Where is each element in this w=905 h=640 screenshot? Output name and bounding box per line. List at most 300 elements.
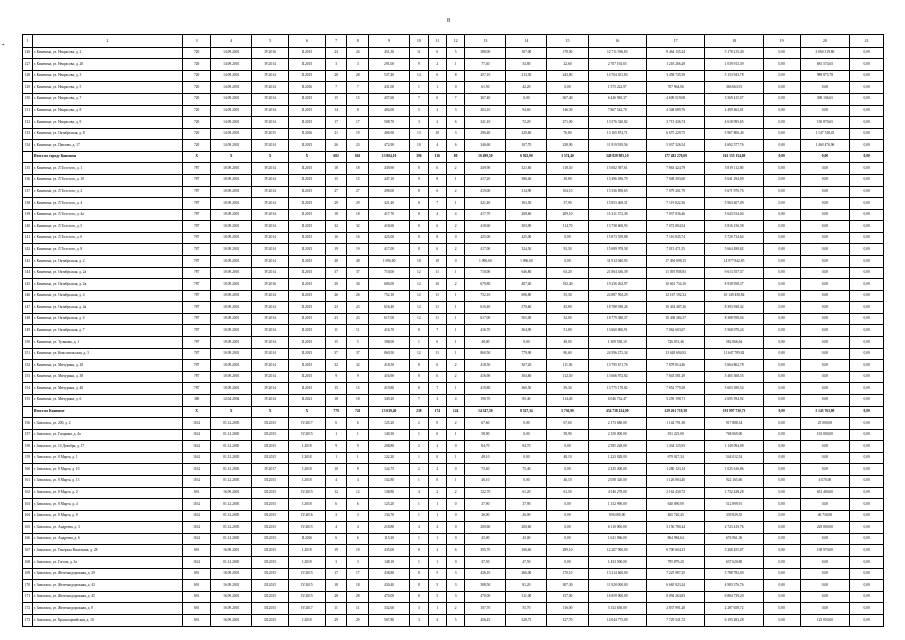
table-cell: 0,00 bbox=[850, 603, 884, 615]
table-cell: 10.09.2001 bbox=[211, 290, 252, 302]
table-cell: 106,60 bbox=[506, 545, 547, 557]
table-cell: 720 bbox=[183, 140, 211, 152]
table-cell: 19 bbox=[347, 128, 369, 140]
table-cell: 43,00 bbox=[506, 533, 547, 545]
table-cell: 1162 bbox=[183, 499, 211, 511]
table-cell: 396 bbox=[410, 151, 428, 163]
table-cell: 12 167 192,32 bbox=[646, 290, 704, 302]
table-row bbox=[23, 476, 884, 488]
table-cell: II.2021 bbox=[289, 394, 326, 406]
address-cell: г. Заволжск, ул. Железнодорожная, д. 29 bbox=[32, 568, 182, 580]
table-cell: 8 bbox=[410, 545, 428, 557]
table-cell: 1 621 966,00 bbox=[588, 533, 646, 545]
address-cell: г. Заволжск, ул. Железнодорожная, д. 43 bbox=[32, 580, 182, 592]
table-cell: 16.09.2001 bbox=[211, 487, 252, 499]
table-row bbox=[23, 429, 884, 441]
table-cell: 164 bbox=[23, 510, 33, 522]
table-cell: 14 044 775,00 bbox=[588, 614, 646, 626]
table-cell: 75,40 bbox=[506, 464, 547, 476]
table-cell: 155 bbox=[23, 394, 33, 406]
table-cell: 32 bbox=[325, 221, 347, 233]
table-cell: 161 bbox=[23, 476, 33, 488]
table-cell: 4 bbox=[446, 394, 464, 406]
table-cell: 4 bbox=[325, 522, 347, 534]
table-cell: 48,10 bbox=[547, 452, 588, 464]
table-cell: 6 884 739,20 bbox=[705, 591, 763, 603]
table-cell: 0,00 bbox=[763, 383, 800, 395]
table-cell: 2 bbox=[410, 441, 428, 453]
table-cell: 13 bbox=[410, 128, 428, 140]
table-cell: IV.2014 bbox=[252, 140, 289, 152]
table-cell: 9 bbox=[410, 174, 428, 186]
table-cell: 01.12.2005 bbox=[211, 429, 252, 441]
table-cell: 0,00 bbox=[850, 476, 884, 488]
table-cell: I.2018 bbox=[289, 545, 326, 557]
table-cell: 12 bbox=[410, 279, 428, 291]
table-cell: 124,75 bbox=[369, 464, 410, 476]
table-cell: 544 012,54 bbox=[705, 452, 763, 464]
table-cell: 10.09.2001 bbox=[211, 371, 252, 383]
table-cell: 6 bbox=[428, 221, 446, 233]
table-cell: 16 bbox=[347, 232, 369, 244]
table-cell: 380 bbox=[183, 394, 211, 406]
table-cell: 0,00 bbox=[763, 198, 800, 210]
table-cell: 3 bbox=[410, 614, 428, 626]
table-cell: 465 740,45 bbox=[646, 510, 704, 522]
table-cell: II.2015 bbox=[289, 267, 326, 279]
table-cell: 0,00 bbox=[800, 82, 850, 94]
table-cell: 191 997 730,73 bbox=[705, 406, 763, 418]
table-cell: 637 620,80 bbox=[705, 557, 763, 569]
table-cell: 1 bbox=[410, 476, 428, 488]
table-cell: 316 bbox=[428, 151, 446, 163]
table-cell: 9 bbox=[325, 371, 347, 383]
table-cell: 6 bbox=[428, 244, 446, 256]
table-cell: 416,70 bbox=[369, 325, 410, 337]
table-cell: 328,75 bbox=[506, 614, 547, 626]
table-cell: 1162 bbox=[183, 510, 211, 522]
margin-mark: * bbox=[2, 44, 5, 49]
table-cell: 0,00 bbox=[763, 82, 800, 94]
table-cell: 0,00 bbox=[547, 522, 588, 534]
table-cell: 12 bbox=[410, 313, 428, 325]
table-cell: 141 bbox=[23, 232, 33, 244]
table-cell: 6 bbox=[446, 140, 464, 152]
table-cell: 132,80 bbox=[369, 476, 410, 488]
table-cell: 151 bbox=[23, 348, 33, 360]
table-cell: 3 bbox=[325, 557, 347, 569]
table-cell: 0,00 bbox=[850, 186, 884, 198]
table-cell: 5 664 802,78 bbox=[705, 360, 763, 372]
table-cell: 691 bbox=[183, 487, 211, 499]
table-cell: 3 bbox=[347, 59, 369, 71]
table-cell: III.2015 bbox=[252, 545, 289, 557]
table-cell: 8 bbox=[347, 105, 369, 117]
table-cell: 169 bbox=[23, 568, 33, 580]
table-cell: 616,40 bbox=[369, 302, 410, 314]
table-cell: 418,60 bbox=[369, 221, 410, 233]
table-row bbox=[23, 418, 884, 430]
table-cell: 17 bbox=[325, 117, 347, 129]
column-header: 21 bbox=[850, 35, 884, 48]
table-cell: 21 804 436,39 bbox=[588, 267, 646, 279]
table-cell: 6 110 000,00 bbox=[588, 522, 646, 534]
table-cell: 131 bbox=[23, 105, 33, 117]
table-cell: 1 bbox=[446, 302, 464, 314]
table-cell: 7 072 804,54 bbox=[646, 221, 704, 233]
table-cell: 0,00 bbox=[800, 163, 850, 175]
table-cell: II.2015 bbox=[289, 348, 326, 360]
table-cell: 170 bbox=[23, 580, 33, 592]
table-cell: IV.2015 bbox=[289, 522, 326, 534]
table-cell: 311,00 bbox=[506, 591, 547, 603]
table-row bbox=[23, 290, 884, 302]
table-cell: 12 bbox=[347, 487, 369, 499]
table-cell: 0,00 bbox=[850, 360, 884, 372]
table-cell: II.2015 bbox=[289, 198, 326, 210]
table-cell: 565,00 bbox=[506, 313, 547, 325]
table-cell: 0,00 bbox=[506, 418, 547, 430]
table-cell: 0,00 bbox=[763, 510, 800, 522]
table-cell: III.2015 bbox=[252, 418, 289, 430]
table-cell: 1 bbox=[428, 533, 446, 545]
table-cell: 163 bbox=[23, 499, 33, 511]
table-row bbox=[23, 568, 884, 580]
table-row bbox=[23, 533, 884, 545]
table-cell: 01.12.2005 bbox=[211, 510, 252, 522]
table-cell: 0,00 bbox=[850, 244, 884, 256]
table-cell: 72,20 bbox=[506, 117, 547, 129]
table-cell: 0,00 bbox=[763, 487, 800, 499]
table-cell: 7 878 814,46 bbox=[646, 360, 704, 372]
table-cell: 2 235 400,00 bbox=[588, 464, 646, 476]
address-cell: г. Кинешма, ул. Октябрьская, д. 2а bbox=[32, 267, 182, 279]
table-cell: 0,00 bbox=[850, 371, 884, 383]
table-cell: 1 bbox=[410, 337, 428, 349]
table-cell: 13 576 320,82 bbox=[588, 117, 646, 129]
table-cell: 1 bbox=[446, 348, 464, 360]
table-cell: 470,00 bbox=[369, 591, 410, 603]
address-cell: г. Заволжск, ул. Андреева, д. 6 bbox=[32, 533, 182, 545]
table-cell: 37,90 bbox=[506, 499, 547, 511]
table-cell: 0,00 bbox=[800, 198, 850, 210]
table-row bbox=[23, 186, 884, 198]
table-cell: 0,00 bbox=[850, 325, 884, 337]
table-cell: IV.2014 bbox=[252, 186, 289, 198]
table-cell: 498,00 bbox=[369, 186, 410, 198]
table-cell: I.2018 bbox=[289, 499, 326, 511]
table-cell: 10 bbox=[410, 140, 428, 152]
table-cell: 10.09.2001 bbox=[211, 244, 252, 256]
table-cell: 0,00 bbox=[763, 232, 800, 244]
table-cell: 2 bbox=[428, 441, 446, 453]
table-cell: 398,00 bbox=[369, 337, 410, 349]
table-cell: 367,40 bbox=[465, 93, 506, 105]
address-cell: г. Заволжск, ул. 8 Марта, д. 4 bbox=[32, 499, 182, 511]
table-cell: 0,00 bbox=[850, 128, 884, 140]
table-cell: 01.12.2005 bbox=[211, 533, 252, 545]
table-cell: 582 066,64 bbox=[705, 337, 763, 349]
table-cell: 7 119 822,36 bbox=[646, 198, 704, 210]
table-row bbox=[23, 313, 884, 325]
table-cell: 15 bbox=[347, 174, 369, 186]
table-cell: 1 bbox=[446, 429, 464, 441]
table-cell: 17 bbox=[347, 117, 369, 129]
table-cell: 1 218 266,28 bbox=[646, 59, 704, 71]
table-cell: 1 bbox=[325, 429, 347, 441]
table-cell: 21 bbox=[325, 128, 347, 140]
table-cell: 6 bbox=[428, 47, 446, 59]
address-cell: г. Заволжск, ул. Гоголя, д. 3а bbox=[32, 557, 182, 569]
table-cell: 14.09.2001 bbox=[211, 105, 252, 117]
table-cell: IV.2015 bbox=[289, 591, 326, 603]
table-cell: 5 816 156,58 bbox=[705, 221, 763, 233]
table-cell: 787 bbox=[183, 302, 211, 314]
table-cell: 152 bbox=[23, 360, 33, 372]
address-cell: г. Кинешма, ул. Л.Толстого, д. 6 bbox=[32, 232, 182, 244]
table-cell: 0,00 bbox=[850, 406, 884, 418]
table-cell: 0 bbox=[446, 256, 464, 268]
table-cell: 856 000,00 bbox=[588, 510, 646, 522]
table-cell: 0,00 bbox=[763, 117, 800, 129]
table-cell: 0,00 bbox=[800, 533, 850, 545]
table-cell: 0,00 bbox=[850, 429, 884, 441]
table-cell: 0,00 bbox=[850, 256, 884, 268]
table-cell: 795 879,20 bbox=[646, 557, 704, 569]
table-cell: 0,00 bbox=[850, 313, 884, 325]
table-cell: 651 400,00 bbox=[800, 487, 850, 499]
table-cell: 58,90 bbox=[547, 429, 588, 441]
table-cell: 48 bbox=[347, 256, 369, 268]
table-cell: 917 888,34 bbox=[705, 418, 763, 430]
table-cell: 787 bbox=[183, 337, 211, 349]
table-cell: 303,90 bbox=[506, 221, 547, 233]
table-cell: 116,00 bbox=[547, 603, 588, 615]
table-cell: 0,00 bbox=[800, 383, 850, 395]
table-cell: 58,90 bbox=[465, 429, 506, 441]
table-cell: 2 bbox=[446, 244, 464, 256]
table-cell: 4 070,00 bbox=[800, 476, 850, 488]
table-cell: 4 bbox=[410, 522, 428, 534]
address-cell: г. Заволжск, ул. Красноармейская, д. 10 bbox=[32, 614, 182, 626]
table-cell: 190,70 bbox=[465, 394, 506, 406]
table-cell: 192,40 bbox=[547, 279, 588, 291]
table-row bbox=[23, 522, 884, 534]
table-cell: IV.2014 bbox=[252, 360, 289, 372]
table-cell: IV.2014 bbox=[252, 325, 289, 337]
address-cell: г. Кинешма, ул. Л.Толстого, д. 10 bbox=[32, 174, 182, 186]
table-cell: 48,10 bbox=[465, 452, 506, 464]
column-header: 2 bbox=[32, 35, 182, 48]
table-cell: 17 bbox=[347, 568, 369, 580]
table-cell: 122,70 bbox=[465, 487, 506, 499]
table-cell: II.2015 bbox=[289, 360, 326, 372]
table-cell: 8 bbox=[410, 186, 428, 198]
table-cell: 1 bbox=[325, 452, 347, 464]
table-cell: 160 bbox=[23, 464, 33, 476]
table-cell: IV.2014 bbox=[252, 290, 289, 302]
table-cell: 104,10 bbox=[547, 186, 588, 198]
table-cell: 0,00 bbox=[763, 522, 800, 534]
table-cell: 11 bbox=[347, 325, 369, 337]
table-cell: 419,80 bbox=[465, 383, 506, 395]
table-cell: 1 bbox=[446, 313, 464, 325]
address-cell: г. Кинешма, ул. Л.Толстого, д. 4а bbox=[32, 209, 182, 221]
table-cell: II.2015 bbox=[289, 371, 326, 383]
table-cell: 470,00 bbox=[465, 591, 506, 603]
table-cell: 10.09.2001 bbox=[211, 279, 252, 291]
table-cell: 132 bbox=[23, 117, 33, 129]
column-header: 12 bbox=[446, 35, 464, 48]
table-row bbox=[23, 452, 884, 464]
table-row bbox=[23, 545, 884, 557]
table-cell: 42,20 bbox=[506, 82, 547, 94]
table-cell: 691 bbox=[183, 580, 211, 592]
table-cell: 7 079 261,79 bbox=[646, 186, 704, 198]
column-header: 15 bbox=[547, 35, 588, 48]
table-cell: 32 bbox=[325, 360, 347, 372]
table-cell: 127,70 bbox=[547, 614, 588, 626]
table-cell bbox=[23, 406, 33, 418]
table-cell: 7 bbox=[325, 82, 347, 94]
table-cell: 2 bbox=[428, 59, 446, 71]
table-cell: III.2015 bbox=[252, 429, 289, 441]
table-cell: 0,00 bbox=[850, 545, 884, 557]
table-cell: 439,90 bbox=[465, 163, 506, 175]
table-cell: 0,00 bbox=[763, 267, 800, 279]
table-cell: 125 050,00 bbox=[800, 614, 850, 626]
table-cell: 6 bbox=[428, 360, 446, 372]
table-cell: 126 bbox=[23, 47, 33, 59]
table-cell: 7 bbox=[428, 198, 446, 210]
table-row bbox=[23, 348, 884, 360]
table-cell: 512 899,91 bbox=[705, 499, 763, 511]
table-cell: 2 bbox=[428, 105, 446, 117]
table-cell: 787 bbox=[183, 198, 211, 210]
table-cell: 0,00 bbox=[800, 279, 850, 291]
table-cell: 860,50 bbox=[465, 348, 506, 360]
table-cell: 7 729 541,72 bbox=[646, 614, 704, 626]
table-cell: 1 039 913,39 bbox=[705, 59, 763, 71]
table-cell: 208,60 bbox=[506, 209, 547, 221]
table-cell: 291,00 bbox=[369, 59, 410, 71]
table-cell: 6 bbox=[325, 499, 347, 511]
table-cell: 1 096,60 bbox=[506, 256, 547, 268]
table-cell: 4 bbox=[428, 140, 446, 152]
table-cell: X bbox=[183, 406, 211, 418]
table-cell: 147 bbox=[23, 302, 33, 314]
table-cell: 11 bbox=[428, 302, 446, 314]
table-cell: 187,00 bbox=[506, 47, 547, 59]
table-cell: 162 bbox=[23, 487, 33, 499]
table-cell: 0,00 bbox=[763, 313, 800, 325]
table-cell: 10.09.2001 bbox=[211, 256, 252, 268]
table-cell: I.2018 bbox=[289, 557, 326, 569]
table-cell: 125,20 bbox=[369, 499, 410, 511]
table-cell: 3 060 319,86 bbox=[800, 47, 850, 59]
table-cell: 421,40 bbox=[369, 198, 410, 210]
housing-registry-table bbox=[22, 34, 884, 627]
table-cell: 417,00 bbox=[465, 244, 506, 256]
table-cell: 0,00 bbox=[763, 568, 800, 580]
table-cell: 307,20 bbox=[506, 360, 547, 372]
table-cell: 617,00 bbox=[465, 313, 506, 325]
table-cell: 787 bbox=[183, 232, 211, 244]
table-cell: 349 829 985,10 bbox=[588, 151, 646, 163]
table-cell: 989 875,78 bbox=[800, 70, 850, 82]
table-row bbox=[23, 82, 884, 94]
table-cell: 55,70 bbox=[506, 603, 547, 615]
table-cell: 720 bbox=[183, 59, 211, 71]
table-cell: IV.2014 bbox=[252, 383, 289, 395]
table-cell: 720 bbox=[183, 117, 211, 129]
table-cell: 11 bbox=[428, 290, 446, 302]
table-cell: 5 465 368,55 bbox=[705, 371, 763, 383]
table-cell: 26 bbox=[325, 140, 347, 152]
table-cell: 15 336 858,65 bbox=[588, 186, 646, 198]
table-cell: 0,00 bbox=[763, 348, 800, 360]
table-cell: 2 695 594,92 bbox=[705, 394, 763, 406]
table-cell: 15 002 397,61 bbox=[588, 163, 646, 175]
table-cell: 61,50 bbox=[547, 487, 588, 499]
table-cell: 18 bbox=[347, 209, 369, 221]
table-cell: 0,00 bbox=[547, 533, 588, 545]
table-cell: 7 062 603,67 bbox=[646, 325, 704, 337]
table-cell: 0,00 bbox=[850, 198, 884, 210]
table-cell: III.2015 bbox=[252, 476, 289, 488]
table-cell: 156 bbox=[23, 418, 33, 430]
table-cell: X bbox=[183, 151, 211, 163]
table-cell: 23 bbox=[347, 140, 369, 152]
table-cell: 133 bbox=[23, 128, 33, 140]
table-cell: 1 434 125,93 bbox=[646, 441, 704, 453]
table-cell: 10.09.2001 bbox=[211, 174, 252, 186]
table-cell: 0,00 bbox=[763, 186, 800, 198]
table-cell: 0,00 bbox=[850, 290, 884, 302]
table-cell: 8 094 264,83 bbox=[646, 591, 704, 603]
table-cell: 6 426 965,37 bbox=[588, 93, 646, 105]
table-cell: 32 bbox=[347, 221, 369, 233]
table-cell: 0,00 bbox=[850, 221, 884, 233]
table-cell: 80,60 bbox=[547, 348, 588, 360]
address-cell: г. Кинешма, ул. Л.Толстого, д. 5 bbox=[32, 221, 182, 233]
table-cell: II.2015 bbox=[289, 383, 326, 395]
table-cell: 1 096,60 bbox=[465, 256, 506, 268]
table-cell: 6 bbox=[428, 70, 446, 82]
table-cell: 860,50 bbox=[369, 348, 410, 360]
table-cell: 434 738 414,00 bbox=[588, 406, 646, 418]
table-cell: 10.09.2001 bbox=[211, 313, 252, 325]
column-header: 13 bbox=[465, 35, 506, 48]
table-cell: 6 bbox=[428, 371, 446, 383]
table-cell: 0,00 bbox=[763, 441, 800, 453]
table-cell: 787 bbox=[183, 186, 211, 198]
table-cell: 7 048 303,60 bbox=[646, 174, 704, 186]
table-cell: 1 bbox=[428, 557, 446, 569]
table-cell: 3 bbox=[410, 603, 428, 615]
table-cell: 177 482 270,69 bbox=[646, 151, 704, 163]
table-cell: 114,40 bbox=[547, 394, 588, 406]
table-cell: 0,00 bbox=[763, 174, 800, 186]
table-cell: 14.09.2001 bbox=[211, 47, 252, 59]
subtotal-row bbox=[23, 151, 884, 163]
table-cell: 2 bbox=[410, 464, 428, 476]
table-cell: 63,20 bbox=[547, 267, 588, 279]
table-cell: 26,00 bbox=[465, 510, 506, 522]
table-cell: IV.2014 bbox=[252, 371, 289, 383]
table-cell: IV.2014 bbox=[252, 244, 289, 256]
table-cell: 45,80 bbox=[547, 302, 588, 314]
